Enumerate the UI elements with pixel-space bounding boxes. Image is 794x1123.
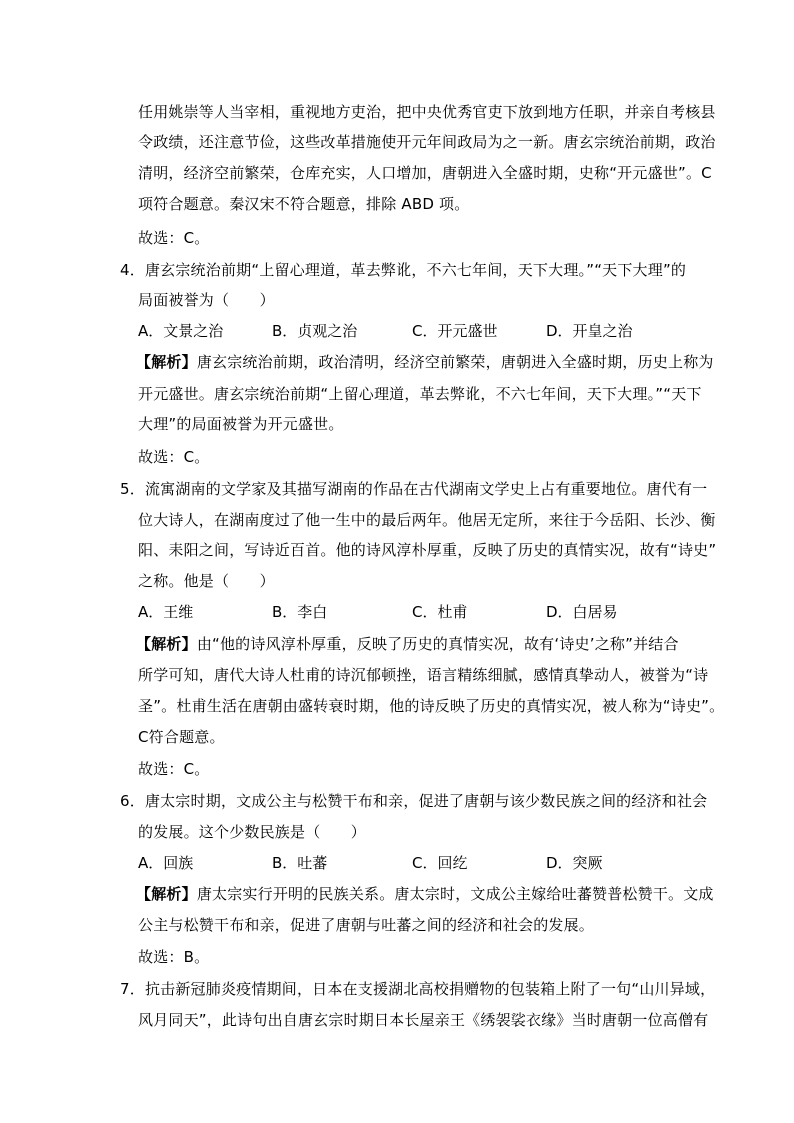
q6-option-a: A．回族 xyxy=(138,854,194,872)
q4-stem-line-1: 4．唐玄宗统治前期“上留心理道，革去弊讹，不六七年间，天下大理。”“天下大理”的 xyxy=(120,261,687,279)
q4-analysis-line-3: 大理”的局面被誉为开元盛世。 xyxy=(138,415,344,433)
q6-analysis-line-2: 公主与松赞干布和亲，促进了唐朝与吐蕃之间的经济和社会的发展。 xyxy=(138,916,595,934)
q4-analysis-line-2: 开元盛世。唐玄宗统治前期“上留心理道，革去弊讹，不六七年间，天下大理。”“天下 xyxy=(138,385,702,403)
q6-option-b: B．吐蕃 xyxy=(272,854,328,872)
prev-answer: 故选：C。 xyxy=(138,229,210,247)
q5-stem-line-4: 之称。他是（ ） xyxy=(138,572,275,590)
q4-analysis-text-1: 唐玄宗统治前期，政治清明，经济空前繁荣，唐朝进入全盛时期，历史上称为 xyxy=(196,353,714,371)
q5-stem-line-1: 5．流寓湖南的文学家及其描写湖南的作品在古代湖南文学史上占有重要地位。唐代有一 xyxy=(120,480,708,498)
q6-stem-line-1: 6．唐太宗时期，文成公主与松赞干布和亲，促进了唐朝与该少数民族之间的经济和社会 xyxy=(120,792,708,810)
q4-option-a: A．文景之治 xyxy=(138,322,224,340)
analysis-tag: 【解析】 xyxy=(136,885,197,903)
q5-analysis-line-1 xyxy=(136,634,679,654)
prev-analysis-line-3: 清明，经济空前繁荣，仓库充实，人口增加，唐朝进入全盛时期，史称“开元盛世”。C xyxy=(138,164,712,182)
q4-answer: 故选：C。 xyxy=(138,448,210,466)
q6-stem-line-2: 的发展。这个少数民族是（ ） xyxy=(138,823,367,841)
q5-option-d: D．白居易 xyxy=(546,603,618,621)
q7-stem-line-2: 风月同天”，此诗句出自唐玄宗时期日本长屋亲王《绣袈裟衣缘》当时唐朝一位高僧有 xyxy=(138,1011,709,1029)
q5-analysis-line-3: 圣”。杜甫生活在唐朝由盛转衰时期，他的诗反映了历史的真情实况，被人称为“诗史”。 xyxy=(138,697,725,715)
prev-analysis-line-2: 令政绩，还注意节俭，这些改革措施使开元年间政局为之一新。唐玄宗统治前期，政治 xyxy=(138,133,716,151)
q5-answer: 故选：C。 xyxy=(138,760,210,778)
analysis-tag: 【解析】 xyxy=(136,353,197,371)
analysis-tag: 【解析】 xyxy=(136,635,197,653)
q4-option-d: D．开皇之治 xyxy=(546,322,633,340)
q6-answer: 故选：B。 xyxy=(138,948,210,966)
q5-analysis-line-2: 所学可知，唐代大诗人杜甫的诗沉郁顿挫，语言精练细腻，感情真挚动人，被誉为“诗 xyxy=(138,666,709,684)
q5-stem-line-3: 阳、耒阳之间，写诗近百首。他的诗风淳朴厚重，反映了历史的真情实况，故有“诗史” xyxy=(138,541,717,559)
q5-option-b: B．李白 xyxy=(272,603,328,621)
q6-option-d: D．突厥 xyxy=(546,854,603,872)
prev-analysis-line-4: 项符合题意。秦汉宋不符合题意，排除 ABD 项。 xyxy=(138,195,470,213)
q5-option-c: C．杜甫 xyxy=(412,603,468,621)
q6-analysis-line-1 xyxy=(136,884,714,904)
prev-analysis-line-1: 任用姚崇等人当宰相，重视地方吏治，把中央优秀官吏下放到地方任职，并亲自考核县 xyxy=(138,103,716,121)
q6-analysis-text-1: 唐太宗实行开明的民族关系。唐太宗时，文成公主嫁给吐蕃赞普松赞干。文成 xyxy=(196,885,714,903)
q4-stem-line-2: 局面被誉为（ ） xyxy=(138,291,275,309)
q7-stem-line-1: 7．抗击新冠肺炎疫情期间，日本在支援湖北高校捐赠物的包装箱上附了一句“山川异域， xyxy=(120,980,716,998)
q6-option-c: C．回纥 xyxy=(412,854,468,872)
q4-analysis-line-1 xyxy=(136,352,714,372)
q4-option-b: B．贞观之治 xyxy=(272,322,358,340)
q5-stem-line-2: 位大诗人，在湖南度过了他一生中的最后两年。他居无定所，来往于今岳阳、长沙、衡 xyxy=(138,511,716,529)
q5-option-a: A．王维 xyxy=(138,603,194,621)
q4-option-c: C．开元盛世 xyxy=(412,322,498,340)
q5-analysis-line-4: C符合题意。 xyxy=(138,728,225,746)
q5-analysis-text-1: 由“他的诗风淳朴厚重，反映了历史的真情实况，故有‘诗史’之称”并结合 xyxy=(196,635,679,653)
